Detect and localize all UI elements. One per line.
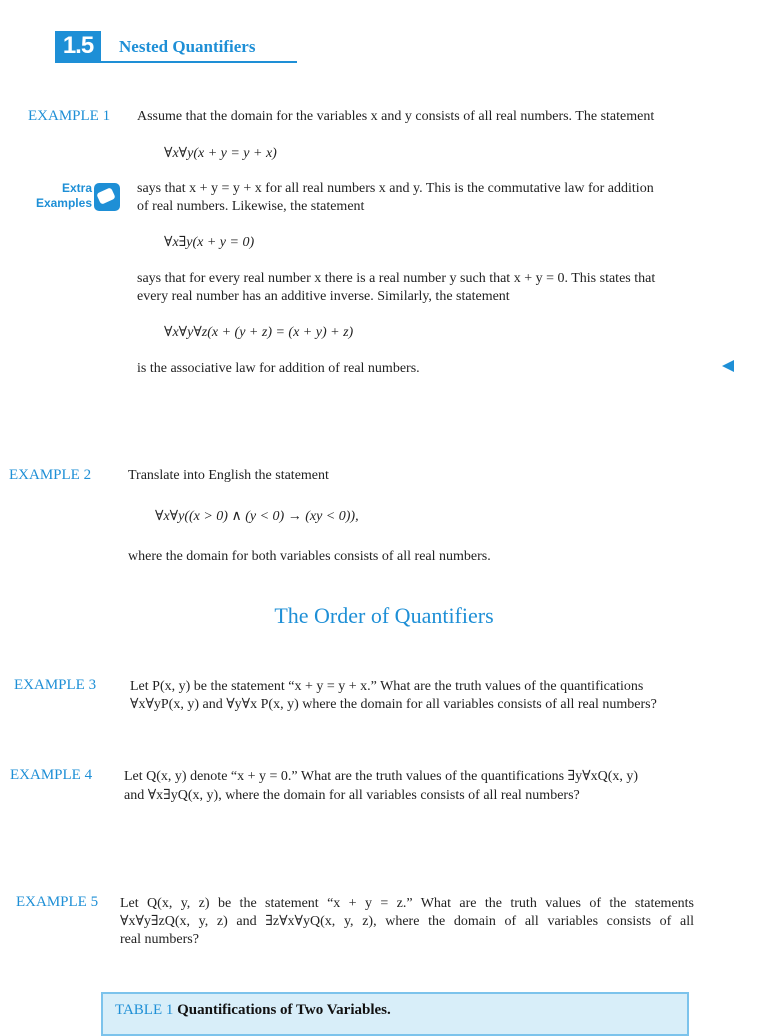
subsection-heading: The Order of Quantifiers bbox=[274, 603, 494, 628]
example-5-line-1: Let Q(x, y, z) be the statement “x + y = z.” What are the truth values of the statements bbox=[120, 896, 694, 911]
example-2-text: where the domain for both variables consists of all real numbers. bbox=[128, 549, 491, 564]
example-1-text-2-line-2: every real number has an additive inverse. Similarly, the statement bbox=[137, 289, 510, 304]
table-1-label: TABLE 1 bbox=[115, 1002, 174, 1018]
example-2-label: EXAMPLE 2 bbox=[9, 467, 92, 483]
example-4-label: EXAMPLE 4 bbox=[10, 767, 93, 783]
example-3-line-1: Let P(x, y) be the statement “x + y = y + x.” What are the truth values of the quantifications bbox=[130, 679, 644, 694]
table-1-title: Quantifications of Two Variables. bbox=[177, 1002, 391, 1018]
extra-examples-link[interactable] bbox=[35, 181, 120, 215]
table-1-caption-box bbox=[101, 992, 689, 1036]
example-5-line-2: ∀x∀y∃zQ(x, y, z) and ∃z∀x∀yQ(x, y, z), where the domain of all variables consists of all bbox=[120, 914, 694, 929]
end-of-example-icon bbox=[722, 360, 734, 372]
example-1-text-3: is the associative law for addition of real numbers. bbox=[137, 361, 420, 376]
section-title: Nested Quantifiers bbox=[119, 37, 256, 56]
example-1-intro: Assume that the domain for the variables x and y consists of all real numbers. The statement bbox=[137, 109, 655, 124]
example-1-formula-inverse: ∀x∃y(x + y = 0) bbox=[164, 235, 255, 250]
example-1-text-1-line-1: says that x + y = y + x for all real numbers x and y. This is the commutative law for addition bbox=[137, 181, 654, 196]
example-1-text-1-line-2: of real numbers. Likewise, the statement bbox=[137, 199, 365, 214]
example-1-label: EXAMPLE 1 bbox=[28, 108, 111, 124]
example-3-label: EXAMPLE 3 bbox=[14, 677, 97, 693]
example-5-label: EXAMPLE 5 bbox=[16, 894, 99, 910]
extra-examples-label-line1: Extra bbox=[61, 181, 92, 195]
example-4-line-1: Let Q(x, y) denote “x + y = 0.” What are the truth values of the quantifications ∃y∀xQ(x, y) bbox=[124, 769, 639, 784]
example-2-intro: Translate into English the statement bbox=[128, 468, 329, 483]
extra-examples-icon bbox=[94, 183, 120, 211]
example-1-formula-associative: ∀x∀y∀z(x + (y + z) = (x + y) + z) bbox=[164, 325, 354, 340]
section-underline bbox=[55, 61, 297, 63]
example-3-line-2: ∀x∀yP(x, y) and ∀y∀x P(x, y) where the domain for all variables consists of all real numbers? bbox=[130, 697, 657, 712]
example-5-line-3: real numbers? bbox=[120, 932, 199, 947]
example-2-formula: ∀x∀y((x > 0) ∧ (y < 0) → (xy < 0)), bbox=[155, 509, 359, 524]
example-4-line-2: and ∀x∃yQ(x, y), where the domain for all variables consists of all real numbers? bbox=[124, 788, 580, 803]
example-1-formula-commutative: ∀x∀y(x + y = y + x) bbox=[164, 146, 277, 161]
example-1-text-2-line-1: says that for every real number x there is a real number y such that x + y = 0. This states that bbox=[137, 271, 656, 286]
extra-examples-label-line2: Examples bbox=[35, 196, 92, 210]
section-number: 1.5 bbox=[55, 31, 101, 61]
